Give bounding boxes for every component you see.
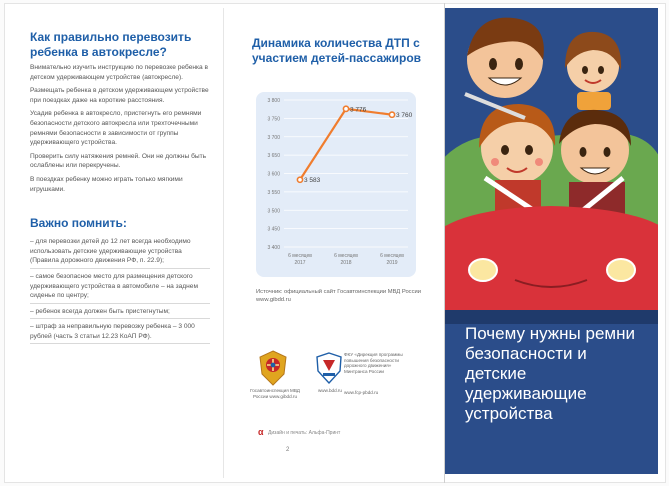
y-tick-label: 3 650 (267, 153, 280, 160)
chart-source: Источник: официальный сайт Госавтоинспекции МВД России www.gibdd.ru (256, 289, 421, 303)
data-point (343, 106, 348, 111)
bdd-logo-caption: www.bdd.ru (317, 388, 342, 393)
accident-dynamics-chart (256, 92, 416, 277)
road-safety-shield-icon (316, 352, 342, 384)
panel-chart (252, 36, 422, 66)
data-label: 3 583 (304, 177, 321, 185)
x-tick-label: 6 месяцев (380, 253, 404, 259)
data-label: 3 760 (396, 112, 413, 120)
instruction-paragraph: Усадив ребенка в автокресло, пристегнуть его ремнями безопасности детского автокресла или трехточечными ремнями безопасности в зависимости от группы удерживающего устройства. (30, 110, 202, 147)
data-label: 3 776 (350, 106, 367, 114)
x-tick-label: 2018 (340, 260, 352, 266)
data-point (389, 112, 394, 117)
y-tick-label: 3 750 (267, 116, 280, 123)
data-point (297, 177, 302, 182)
chart-background (256, 92, 416, 277)
x-tick-label: 6 месяцев (334, 253, 358, 259)
y-tick-label: 3 450 (267, 226, 280, 233)
instruction-paragraph: Размещать ребенка в детском удерживающем устройстве при поездках даже на короткие расстояния. (30, 87, 209, 104)
y-tick-label: 3 800 (267, 98, 280, 104)
remember-heading: Важно помнить: (30, 216, 127, 231)
instruction-paragraph: В поездках ребенку можно играть только мягкими игрушками. (30, 175, 183, 193)
instruction-paragraph: Проверить силу натяжения ремней. Они не должны быть ослаблены или перекручены. (30, 152, 207, 170)
police-logo-caption: Госавтоинспекция МВД России www.gibdd.ru (250, 388, 300, 399)
y-tick-label: 3 700 (267, 134, 280, 141)
remember-item: – самое безопасное место для размещения детского удерживающего устройства в автомобиле – на заднем сиденье по центру; (30, 272, 210, 304)
printer-logo: α (258, 427, 264, 437)
cover-title: Почему нужны ремни безопасности и детские удерживающие устройства (465, 324, 635, 423)
organization-url: www.fcp-pbdd.ru (344, 390, 379, 395)
remember-list (30, 237, 210, 344)
panel-instructions (30, 30, 210, 347)
x-tick-label: 6 месяцев (288, 253, 312, 259)
imprint-text: Дизайн и печать: Альфа-Принт (268, 430, 341, 436)
x-tick-label: 2017 (294, 260, 306, 266)
y-tick-label: 3 500 (267, 208, 280, 215)
chart-heading: Динамика количества ДТП с участием детей-пассажиров (252, 36, 422, 65)
organization-text: ФКУ «Дирекция программы повышения безопасности дорожного движения» Минтранса России (344, 352, 403, 374)
x-tick-label: 2019 (386, 260, 398, 266)
y-tick-label: 3 400 (267, 245, 280, 251)
page-number: 2 (286, 447, 290, 453)
instruction-paragraph: Внимательно изучить инструкцию по перевозке ребенка в детском удерживающем устройстве (автокресле). (30, 64, 209, 81)
fold-line (223, 8, 224, 478)
remember-item: – для перевозки детей до 12 лет всегда необходимо использовать детские удерживающие устройства (Правила дорожного движения РФ, п. 22.9); (30, 237, 210, 269)
traffic-police-emblem-icon (258, 350, 288, 386)
remember-item: – ребенок всегда должен быть пристегнутым; (30, 307, 210, 320)
y-tick-label: 3 600 (267, 171, 280, 178)
y-tick-label: 3 550 (267, 189, 280, 196)
instructions-heading: Как правильно перевозить ребенка в автокресле? (30, 30, 192, 59)
remember-item: – штраф за неправильную перевозку ребенка – 3 000 рублей (часть 3 статьи 12.23 КоАП РФ). (30, 322, 210, 344)
